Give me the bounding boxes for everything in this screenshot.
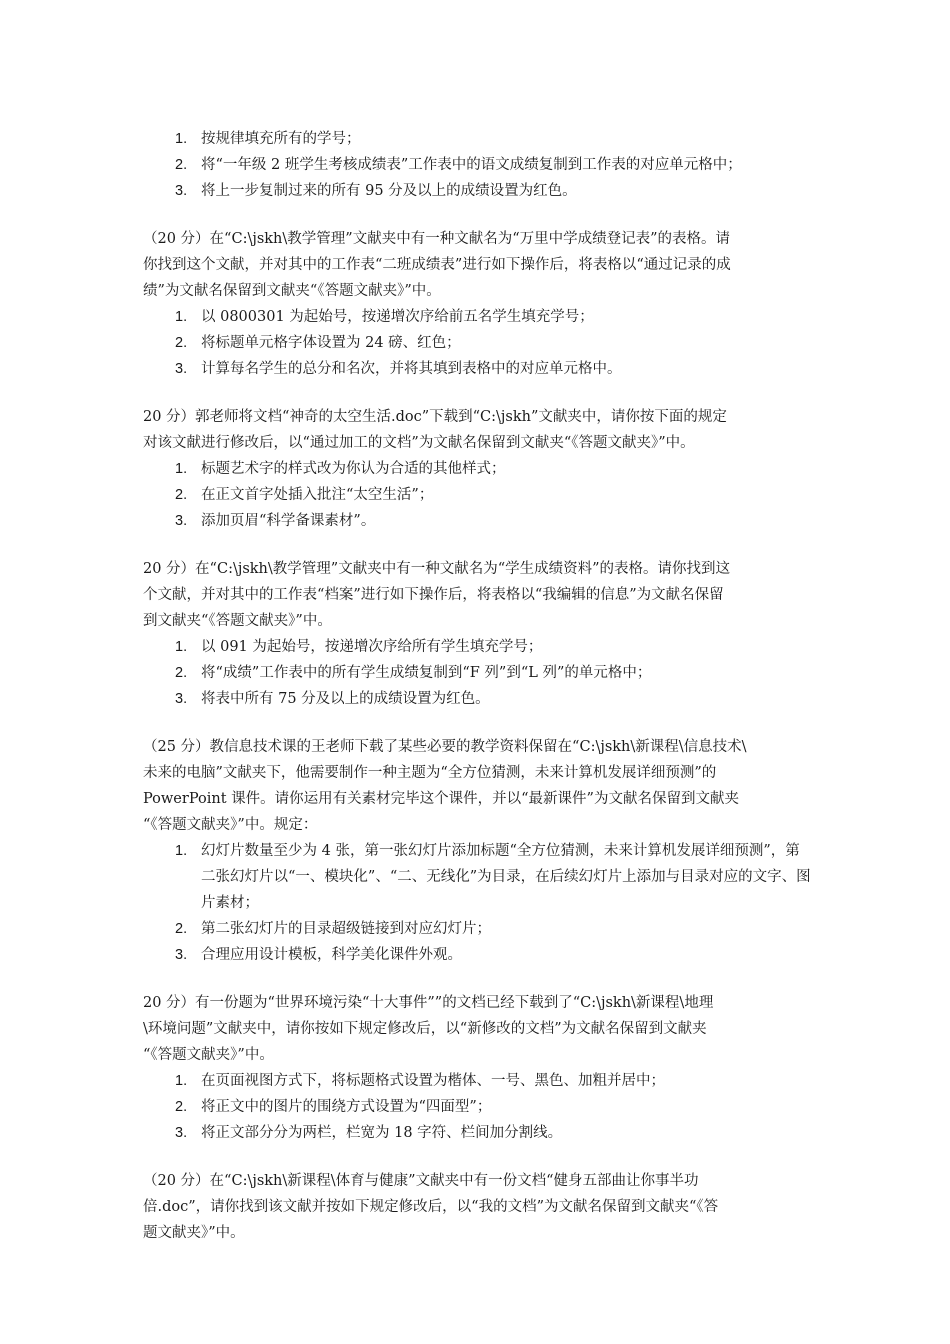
list-item-text: 第二张幻灯片的目录超级链接到对应幻灯片；: [201, 921, 491, 937]
list-item: [143, 838, 813, 916]
list-item: [143, 660, 813, 686]
list-item: [143, 330, 813, 356]
list-item-number: 2.: [175, 1099, 188, 1115]
list-item-number: 1.: [175, 131, 188, 147]
list-item-text: 将上一步复制过来的所有 95 分及以上的成绩设置为红色。: [201, 183, 577, 199]
list-item-text: 计算每名学生的总分和名次，并将其填到表格中的对应单元格中。: [201, 361, 622, 377]
question-text-line: 20 分）在“C:\jskh\教学管理”文献夹中有一种文献名为“学生成绩资料”的表格。请你找到这: [143, 561, 731, 577]
list-item: [143, 916, 813, 942]
list-item: [143, 508, 813, 534]
requirement-list: [143, 1068, 813, 1146]
list-item-text: 在页面视图方式下，将标题格式设置为楷体、一号、黑色、加粗并居中；: [201, 1073, 665, 1089]
list-item-text: 添加页眉“科学备课素材”。: [201, 513, 376, 529]
list-item: [143, 482, 813, 508]
question-text-line: 你找到这个文献，并对其中的工作表“二班成绩表”进行如下操作后，将表格以“通过记录的成: [143, 257, 731, 273]
question-section: [143, 734, 813, 968]
list-item-text: 以 091 为起始号，按递增次序给所有学生填充学号；: [201, 639, 543, 655]
list-item-number: 3.: [175, 361, 188, 377]
list-item-number: 1.: [175, 309, 188, 325]
question-text-line: 绩”为文献名保留到文献夹“《答题文献夹》”中。: [143, 283, 441, 299]
list-item-number: 3.: [175, 513, 188, 529]
list-item: [143, 634, 813, 660]
question-text-line: PowerPoint 课件。请你运用有关素材完毕这个课件，并以“最新课件”为文献名保留到文献夹: [143, 791, 739, 807]
list-item-number: 3.: [175, 183, 188, 199]
question-text-line: “《答题文献夹》”中。: [143, 1047, 274, 1063]
list-item: [143, 304, 813, 330]
question-text-line: 到文献夹“《答题文献夹》”中。: [143, 613, 332, 629]
question-section: [143, 556, 813, 712]
list-item: [143, 686, 813, 712]
list-item: [143, 126, 813, 152]
list-item-text: 将“成绩”工作表中的所有学生成绩复制到“F 列”到“L 列”的单元格中；: [201, 665, 652, 681]
question-section: [143, 226, 813, 382]
list-item-text: 合理应用设计模板，科学美化课件外观。: [201, 947, 462, 963]
requirement-list: [143, 304, 813, 382]
list-item-text: 按规律填充所有的学号；: [201, 131, 361, 147]
question-text-line: 20 分）有一份题为“世界环境污染“十大事件””的文档已经下载到了“C:\jskh\新课程\地理: [143, 995, 714, 1011]
question-text-line: “《答题文献夹》”中。规定：: [143, 817, 318, 833]
list-item-text: 将标题单元格字体设置为 24 磅、红色；: [201, 335, 461, 351]
list-item-text: 将正文部分分为两栏，栏宽为 18 字符、栏间加分割线。: [201, 1125, 563, 1141]
document-body: [143, 126, 813, 1268]
list-item: [143, 1094, 813, 1120]
list-item-text: 在正文首字处插入批注“太空生活”；: [201, 487, 434, 503]
question-section: [143, 404, 813, 534]
list-item-text: 以 0800301 为起始号，按递增次序给前五名学生填充学号；: [201, 309, 594, 325]
list-item-number: 1.: [175, 1073, 188, 1089]
requirement-list: [143, 126, 813, 204]
question-text-line: \环境问题”文献夹中，请你按如下规定修改后，以“新修改的文档”为文献名保留到文献夹: [143, 1021, 707, 1037]
question-text-line: 题文献夹》”中。: [143, 1225, 245, 1241]
list-item-text: 幻灯片数量至少为 4 张，第一张幻灯片添加标题“全方位猜测，未来计算机发展详细预测”，第二张幻灯片以“一、模块化”、“二、无线化”为目录，在后续幻灯片上添加与目录对应的文字、图片素材；: [201, 843, 811, 911]
list-item-number: 2.: [175, 921, 188, 937]
list-item: [143, 1068, 813, 1094]
question-section: [143, 126, 813, 204]
list-item-number: 1.: [175, 461, 188, 477]
list-item-number: 2.: [175, 157, 188, 173]
question-text-line: 未来的电脑”文献夹下，他需要制作一种主题为“全方位猜测，未来计算机发展详细预测”的: [143, 765, 717, 781]
question-text-line: 对该文献进行修改后，以“通过加工的文档”为文献名保留到文献夹“《答题文献夹》”中。: [143, 435, 695, 451]
list-item-number: 2.: [175, 335, 188, 351]
list-item-text: 将表中所有 75 分及以上的成绩设置为红色。: [201, 691, 490, 707]
list-item: [143, 178, 813, 204]
question-section: [143, 1168, 813, 1246]
requirement-list: [143, 838, 813, 968]
list-item-text: 标题艺术字的样式改为你认为合适的其他样式；: [201, 461, 506, 477]
list-item: [143, 356, 813, 382]
question-text-line: （25 分）教信息技术课的王老师下载了某些必要的教学资料保留在“C:\jskh\新课程\信息技术\: [143, 739, 747, 755]
list-item-text: 将“一年级 2 班学生考核成绩表”工作表中的语文成绩复制到工作表的对应单元格中；: [201, 157, 742, 173]
question-text-line: 20 分）郭老师将文档“神奇的太空生活.doc”下载到“C:\jskh”文献夹中，请你按下面的规定: [143, 409, 727, 425]
question-section: [143, 990, 813, 1146]
list-item-text: 将正文中的图片的围绕方式设置为“四面型”；: [201, 1099, 492, 1115]
list-item-number: 3.: [175, 1125, 188, 1141]
question-text-line: 个文献，并对其中的工作表“档案”进行如下操作后，将表格以“我编辑的信息”为文献名保留: [143, 587, 724, 603]
question-text-line: 倍.doc”，请你找到该文献并按如下规定修改后，以“我的文档”为文献名保留到文献夹“《答: [143, 1199, 719, 1215]
list-item: [143, 1120, 813, 1146]
requirement-list: [143, 634, 813, 712]
requirement-list: [143, 456, 813, 534]
list-item-number: 2.: [175, 487, 188, 503]
list-item: [143, 456, 813, 482]
question-text-line: （20 分）在“C:\jskh\教学管理”文献夹中有一种文献名为“万里中学成绩登记表”的表格。请: [143, 231, 731, 247]
list-item: [143, 942, 813, 968]
list-item: [143, 152, 813, 178]
list-item-number: 2.: [175, 665, 188, 681]
question-text-line: （20 分）在“C:\jskh\新课程\体育与健康”文献夹中有一份文档“健身五部曲让你事半功: [143, 1173, 699, 1189]
list-item-number: 3.: [175, 947, 188, 963]
list-item-number: 3.: [175, 691, 188, 707]
list-item-number: 1.: [175, 843, 188, 859]
list-item-number: 1.: [175, 639, 188, 655]
